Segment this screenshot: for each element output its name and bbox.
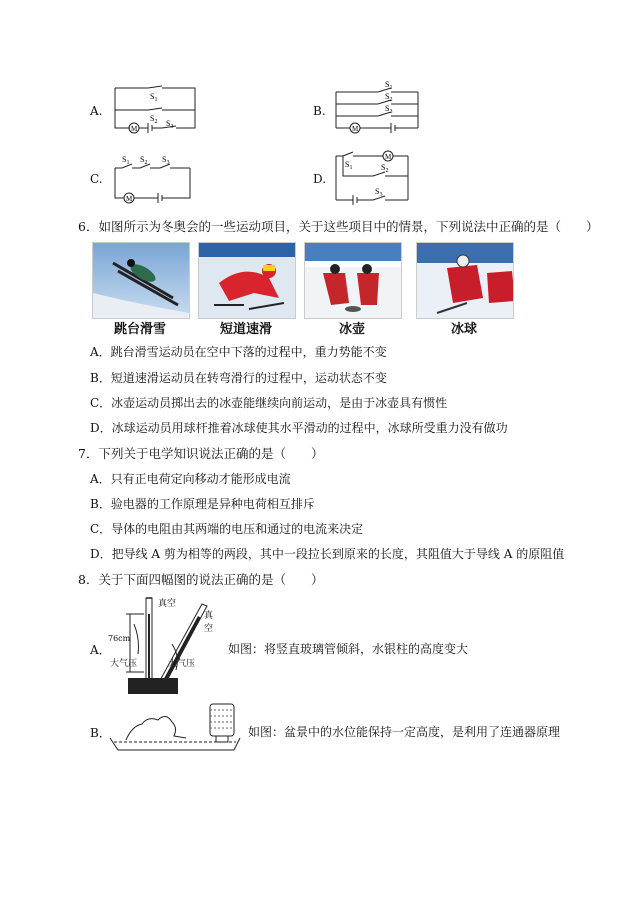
circuit-b-diagram <box>333 78 423 138</box>
atmosphere-label-2: 大气压 <box>168 659 196 669</box>
q6-option-d: D．冰球运动员用球杆推着冰球使其水平滑动的过程中，冰球所受重力没有做功 <box>90 421 508 435</box>
ice-hockey-photo <box>416 242 514 319</box>
svg-text:S1: $S_1$ <box>122 155 130 166</box>
caption-speed-skating: 短道速滑 <box>219 322 272 337</box>
svg-text:S3: $S_3$ <box>375 187 383 198</box>
caption-ski-jump: 跳台滑雪 <box>113 322 166 337</box>
svg-text:S3: $S_3$ <box>162 155 170 166</box>
svg-text:M: M <box>126 195 133 203</box>
caption-curling: 冰壶 <box>338 322 365 337</box>
option-b-label: B. <box>313 104 326 118</box>
option-c-label: C. <box>90 172 103 186</box>
svg-text:S1: $S_1$ <box>345 160 353 171</box>
q7-option-c: C．导体的电阻由其两端的电压和通过的电流来决定 <box>90 522 364 536</box>
barometer-tube-diagram <box>108 594 220 698</box>
q6-option-c: C．冰壶运动员掷出去的冰壶能继续向前运动，是由于冰壶具有惯性 <box>90 396 448 410</box>
s1-label: $S_1$ <box>150 92 158 103</box>
vacuum-label-1: 真空 <box>158 599 177 609</box>
height-label: 76cm <box>108 634 131 643</box>
atmosphere-label-1: 大气压 <box>110 659 138 669</box>
q8-stem: 8．关于下面四幅图的说法正确的是（ ） <box>78 572 324 587</box>
motor-label: M <box>131 125 138 133</box>
q6-option-b: B．短道速滑运动员在转弯滑行的过程中，运动状态不变 <box>90 371 387 385</box>
svg-text:S3: $S_3$ <box>385 104 393 115</box>
q6-stem: 6．如图所示为冬奥会的一些运动项目，关于这些项目中的情景，下列说法中正确的是（ ） <box>78 219 599 234</box>
s3-label: $S_3$ <box>166 119 174 130</box>
option-a-label: A. <box>90 104 103 118</box>
q8-option-b-text: 如图：盆景中的水位能保持一定高度，是利用了连通器原理 <box>248 725 561 739</box>
bonsai-water-diagram <box>106 702 244 754</box>
s2-label: $S_2$ <box>150 114 158 125</box>
svg-text:M: M <box>352 125 359 133</box>
caption-ice-hockey: 冰球 <box>450 322 477 337</box>
svg-text:M: M <box>385 153 392 161</box>
circuit-a-diagram <box>110 78 200 138</box>
q6-option-a: A．跳台滑雪运动员在空中下落的过程中，重力势能不变 <box>90 345 387 359</box>
q8-option-a-label: A． <box>90 643 111 657</box>
ski-jump-photo <box>92 242 190 319</box>
svg-text:S2: $S_2$ <box>385 92 393 103</box>
q7-stem: 7．下列关于电学知识说法正确的是（ ） <box>78 446 324 461</box>
q7-option-d: D．把导线 A 剪为相等的两段，其中一段拉长到原来的长度，其阻值大于导线 A 的原阻值 <box>90 547 565 561</box>
svg-text:S2: $S_2$ <box>381 163 389 174</box>
svg-text:S1: $S_1$ <box>385 80 393 91</box>
vacuum-label-2: 真空 <box>204 611 214 634</box>
q7-option-a: A．只有正电荷定向移动才能形成电流 <box>90 472 291 486</box>
curling-photo <box>304 242 402 319</box>
circuit-c-diagram <box>110 148 200 208</box>
q7-option-b: B．验电器的工作原理是异种电荷相互排斥 <box>90 497 315 511</box>
circuit-d-diagram <box>333 148 423 208</box>
q8-option-a-text: 如图：将竖直玻璃管倾斜，水银柱的高度变大 <box>228 642 469 656</box>
q8-option-b-label: B． <box>90 726 111 740</box>
speed-skating-photo <box>198 242 296 319</box>
option-d-label: D. <box>313 172 327 186</box>
svg-text:S2: $S_2$ <box>140 155 148 166</box>
